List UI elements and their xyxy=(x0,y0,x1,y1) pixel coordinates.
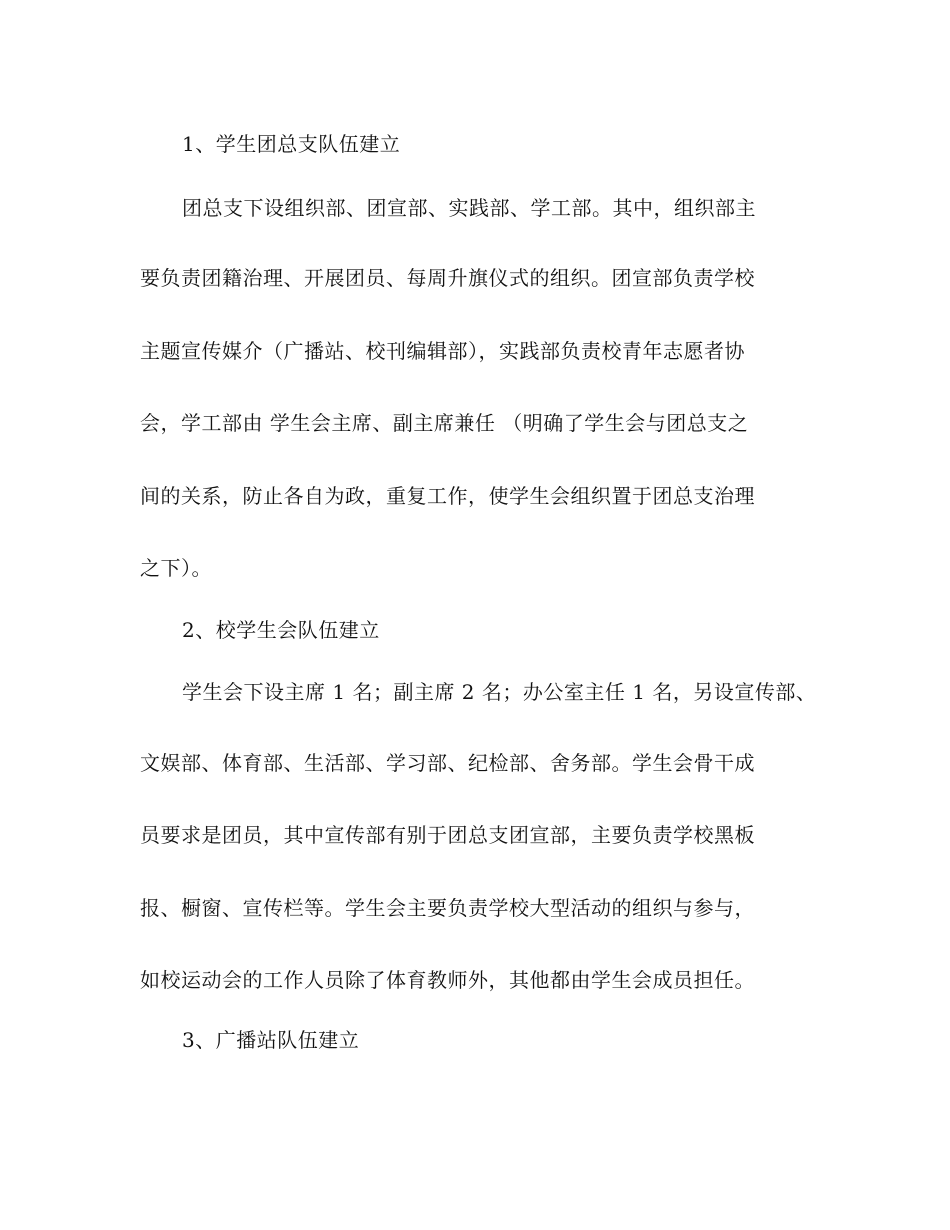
paragraph-line: 间的关系，防止各自为政，重复工作，使学生会组织置于团总支治理 xyxy=(140,484,755,508)
paragraph-line: 要负责团籍治理、开展团员、每周升旗仪式的组织。团宣部负责学校 xyxy=(140,266,755,290)
section-heading-3: 3、广播站队伍建立 xyxy=(182,1028,360,1052)
paragraph-line: 员要求是团员，其中宣传部有别于团总支团宣部，主要负责学校黑板 xyxy=(140,823,755,847)
paragraph-line: 团总支下设组织部、团宣部、实践部、学工部。其中，组织部主 xyxy=(182,196,756,220)
paragraph-line: 如校运动会的工作人员除了体育教师外，其他都由学生会成员担任。 xyxy=(140,968,755,992)
paragraph-line: 学生会下设主席 1 名；副主席 2 名；办公室主任 1 名，另设宣传部、 xyxy=(182,680,817,704)
paragraph-line: 文娱部、体育部、生活部、学习部、纪检部、舍务部。学生会骨干成 xyxy=(140,751,755,775)
section-heading-2: 2、校学生会队伍建立 xyxy=(182,618,380,642)
paragraph-line: 之下）。 xyxy=(140,556,212,580)
paragraph-line: 会，学工部由 学生会主席、副主席兼任 （明确了学生会与团总支之 xyxy=(140,411,749,435)
section-heading-1: 1、学生团总支队伍建立 xyxy=(182,132,401,156)
paragraph-line: 报、橱窗、宣传栏等。学生会主要负责学校大型活动的组织与参与， xyxy=(140,896,755,920)
paragraph-line: 主题宣传媒介（广播站、校刊编辑部），实践部负责校青年志愿者协 xyxy=(140,339,745,363)
